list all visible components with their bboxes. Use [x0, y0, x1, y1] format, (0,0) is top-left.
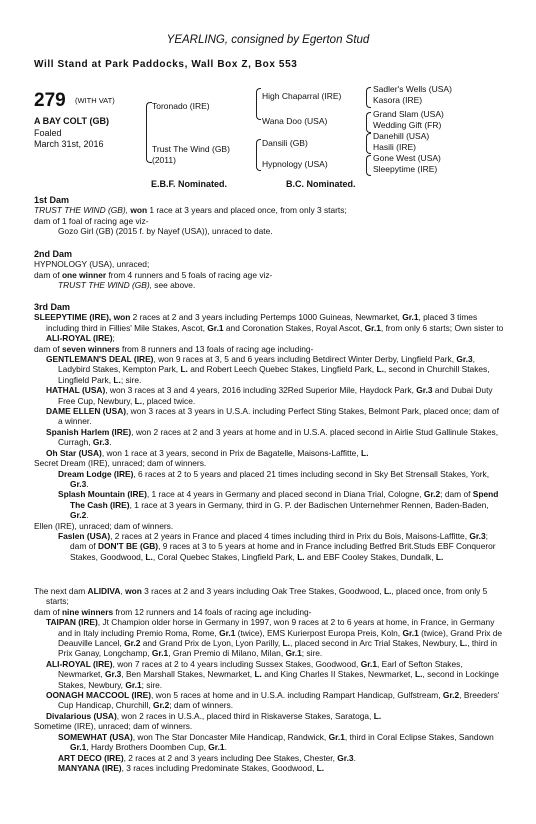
ped-sds: Grand Slam (USA) [373, 109, 444, 119]
list-item: Ellen (IRE), unraced; dam of winners. [34, 520, 174, 531]
list-item: SLEEPYTIME (IRE), won 2 races at 2 and 3 years including Pertemps 1000 Guineas, Newmarket, Gr.1, placed 3 times including third in Fillies' Mile Stakes, Ascot, Gr.1 and Coronation Stakes, Royal Ascot, Gr.1, from only 6 starts; Own sister to ALI-ROYAL (IRE); [34, 312, 504, 344]
list-item: OONAGH MACCOOL (IRE), won 5 races at home and in U.S.A. including Rampart Handicap, Gulfstream, Gr.2, Breeders' Cup Handicap, Churchill, Gr.2; dam of winners. [46, 690, 500, 711]
first-dam-l3: Gozo Girl (GB) (2015 f. by Nayef (USA)), unraced to date. [58, 226, 273, 237]
dam-section-3 [34, 302, 504, 562]
third-dam-heading: 3rd Dam [34, 302, 71, 312]
pedigree-brace [366, 112, 371, 133]
page-title: YEARLING, consigned by Egerton Stud [166, 34, 370, 46]
first-dam-heading: 1st Dam [34, 195, 70, 205]
first-dam-text: TRUST THE WIND (GB), won 1 race at 3 years and placed once, from only 3 starts; [34, 205, 347, 216]
list-item: Spanish Harlem (IRE), won 2 races at 2 and 3 years at home and in U.S.A. placed second in Airlie Stud Gallinule Stakes, Curragh, Gr.3. [46, 426, 499, 448]
ped-ddd: Sleepytime (IRE) [373, 164, 438, 174]
ebf-nominated: E.B.F. Nominated. [151, 179, 228, 189]
pedigree-brace [256, 139, 261, 171]
pedigree-brace [256, 88, 261, 120]
ped-ssd: Kasora (IRE) [373, 95, 423, 105]
list-item: dam of nine winners from 12 runners and 14 foals of racing age including- [34, 606, 312, 617]
pedigree-brace [366, 87, 371, 108]
list-item: TAIPAN (IRE), Jt Champion older horse in Germany in 1997, won 9 races at 2 to 6 years at home, in France, in Germany and in Italy including Premio Roma, Rome, Gr.1 (twice), EMS Kurierpost Europa Preis, Koln, Gr.1 (twice), Grand Prix de Deauville Lancel, Gr.2 and Grand Prix de Lyon, Lyon Parilly, L., placed second in Arc Trial Stakes, Newbury, L., third in Prix Ganay, Longchamp, Gr.1, Gran Premio di Milano, Milan, Gr.1; sire. [46, 617, 503, 659]
list-item: SOMEWHAT (USA), won The Star Doncaster Mile Handicap, Randwick, Gr.1, third in Coral Eclipse Stakes, Sandown Gr.1, Hardy Brothers Doomben Cup, Gr.1. [58, 731, 494, 753]
list-item: Divalarious (USA), won 2 races in U.S.A., placed third in Riskaverse Stakes, Saratoga, L. [46, 710, 382, 721]
ped-ds: Dansili (GB) [262, 138, 308, 148]
list-item: DAME ELLEN (USA), won 3 races at 3 years in U.S.A. including Perfect Sting Stakes, Belmont Park, placed once; dam of a winner. [46, 406, 499, 427]
dam-section-1 [34, 195, 504, 237]
second-dam-l3: TRUST THE WIND (GB), see above. [58, 280, 196, 291]
foaled-info [34, 128, 104, 150]
ped-sdd: Wedding Gift (FR) [373, 120, 442, 130]
list-item: GENTLEMAN'S DEAL (IRE), won 9 races at 3, 5 and 6 years including Betdirect Winter Derby, Lingfield Park, Gr.3, Ladybird Stakes, Kempton Park, L. and Robert Leech Quebec Stakes, Lingfield Park, L., second in Churchill Stakes, Lingfield Park, L.; sire. [46, 354, 490, 385]
pedigree-brace [366, 133, 371, 154]
second-dam-l2: dam of one winner from 4 runners and 5 foals of racing age viz- [34, 269, 273, 280]
foaled-date: March 31st, 2016 [34, 139, 104, 149]
ped-dds: Gone West (USA) [373, 153, 441, 163]
list-item: Splash Mountain (IRE), 1 race at 4 years in Germany and placed second in Diana Trial, Cologne, Gr.2; dam of Spend The Cash (IRE), 1 race at 3 years in Germany, third in G. P. der Badischen Unternehmer Rennen, Baden-Baden, Gr.2. [58, 489, 499, 521]
pedigree-brace [366, 155, 371, 176]
first-dam-l2: dam of 1 foal of racing age viz- [34, 215, 149, 226]
list-item: Sometime (IRE), unraced; dam of winners. [34, 721, 193, 732]
foaled-label: Foaled [34, 128, 62, 138]
lot-number: 279 [34, 90, 66, 111]
ped-dam: Trust The Wind (GB) [152, 144, 230, 154]
list-item: ART DECO (IRE), 2 races at 2 and 3 years including Dee Stakes, Chester, Gr.3. [58, 752, 356, 763]
list-item: The next dam ALIDIVA, won 3 races at 2 and 3 years including Oak Tree Stakes, Goodwood, L., placed once, from only 5 starts; [34, 586, 488, 607]
second-dam-heading: 2nd Dam [34, 249, 73, 259]
next-dam-section [34, 586, 504, 773]
list-item: MANYANA (IRE), 3 races including Predominate Stakes, Goodwood, L. [58, 762, 325, 773]
bc-nominated: B.C. Nominated. [286, 179, 356, 189]
list-item: ALI-ROYAL (IRE), won 7 races at 2 to 4 years including Sussex Stakes, Goodwood, Gr.1, Earl of Sefton Stakes, Newmarket, Gr.3, Ben Marshall Stakes, Newmarket, L. and King Charles II Stakes, Newmarket, L., second in Lockinge Stakes, Newbury, Gr.1; sire. [46, 658, 499, 690]
list-item: HATHAL (USA), won 3 races at 3 and 4 years, 2016 including 32Red Superior Mile, Haydock Park, Gr.3 and Dubai Duty Free Cup, Newbury, L., placed twice. [46, 385, 493, 406]
horse-description: A BAY COLT (GB) [34, 116, 110, 126]
ped-dd: Hypnology (USA) [262, 159, 328, 169]
list-item: Faslen (USA), 2 races at 2 years in France and placed 4 times including third in Prix du Bois, Maisons-Laffitte, Gr.3; dam of DON'T BE (GB), 9 races at 3 to 5 years at home and in France including Betfred Brit.Studs EBF Conqueror Stakes, Goodwood, L., Coral Quebec Stakes, Lingfield Park, L. and EBF Cooley Stakes, Dundalk, L. [58, 530, 496, 562]
second-dam-l1: HYPNOLOGY (USA), unraced; [34, 259, 150, 270]
ped-dam-year: (2011) [152, 155, 176, 165]
vat-note: (WITH VAT) [75, 96, 115, 105]
ped-ss: High Chaparral (IRE) [262, 91, 342, 101]
list-item: dam of seven winners from 8 runners and 13 foals of racing age including- [34, 343, 314, 354]
list-item: Secret Dream (IRE), unraced; dam of winners. [34, 458, 207, 469]
stand-location: Will Stand at Park Paddocks, Wall Box Z, Box 553 [34, 59, 298, 70]
ped-dsd: Hasili (IRE) [373, 142, 416, 152]
ped-sss: Sadler's Wells (USA) [373, 84, 452, 94]
dam-section-2 [34, 249, 504, 291]
list-item: Dream Lodge (IRE), 6 races at 2 to 5 years and placed 21 times including second in Sky Bet Strensall Stakes, York, Gr.3. [58, 468, 490, 489]
ped-sd: Wana Doo (USA) [262, 116, 328, 126]
ped-dss: Danehill (USA) [373, 131, 430, 141]
list-item: Oh Star (USA), won 1 race at 3 years, second in Prix de Bagatelle, Maisons-Laffitte, L. [46, 447, 369, 458]
ped-sire: Toronado (IRE) [152, 101, 210, 111]
